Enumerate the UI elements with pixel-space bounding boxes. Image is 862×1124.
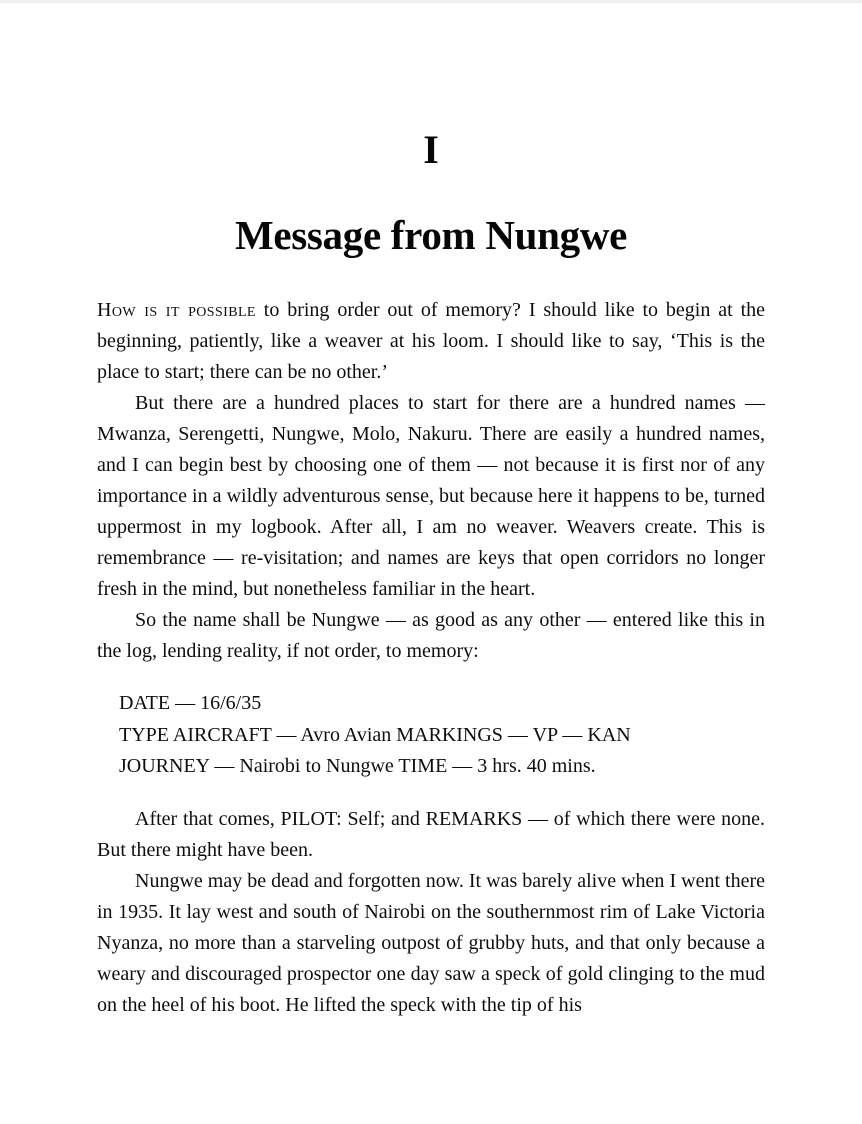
body-text [97, 295, 765, 1021]
paragraph-pilot-remarks: After that comes, PILOT: Self; and REMARKS — of which there were none. But there might have been. [97, 807, 765, 861]
chapter-number: I [423, 127, 439, 172]
opening-rest: to bring order out of memory? I should like to begin at the beginning, patiently, like a weaver at his loom. I should like to say, ‘This is the place to start; there can be no other.’ [97, 299, 766, 384]
paragraph-hundred-places: But there are a hundred places to start for there are a hundred names — Mwanza, Serengetti, Nungwe, Molo, Nakuru. There are easily a hundred names, and I can begin best by choosing one of them — not because it is first nor of any importance in a wildly adventurous sense, but because here it happens to be, turned uppermost in my logbook. After all, I am no weaver. Weavers create. This is remembrance — re-visitation; and names are keys that open corridors no longer fresh in the mind, but nonetheless familiar in the heart. [97, 392, 765, 601]
opening-smallcaps: How is it possible [97, 299, 256, 322]
logbook-line-journey: JOURNEY — Nairobi to Nungwe TIME — 3 hrs. 40 mins. [119, 755, 596, 778]
logbook-entry [119, 688, 765, 783]
text-column [97, 3, 765, 1021]
paragraph-opening [97, 295, 765, 388]
paragraph-nungwe-dead: Nungwe may be dead and forgotten now. It was barely alive when I went there in 1935. It lay west and south of Nairobi on the southernmost rim of Lake Victoria Nyanza, no more than a starveling outpost of grubby huts, and that only because a weary and discouraged prospector one day saw a speck of gold clinging to the mud on the heel of his boot. He lifted the speck with the tip of his [97, 869, 765, 1016]
chapter-title: Message from Nungwe [234, 212, 628, 258]
logbook-line-date: DATE — 16/6/35 [119, 692, 262, 715]
paragraph-name-nungwe: So the name shall be Nungwe — as good as any other — entered like this in the log, lending reality, if not order, to memory: [97, 609, 765, 663]
logbook-line-aircraft: TYPE AIRCRAFT — Avro Avian MARKINGS — VP — KAN [119, 723, 631, 746]
